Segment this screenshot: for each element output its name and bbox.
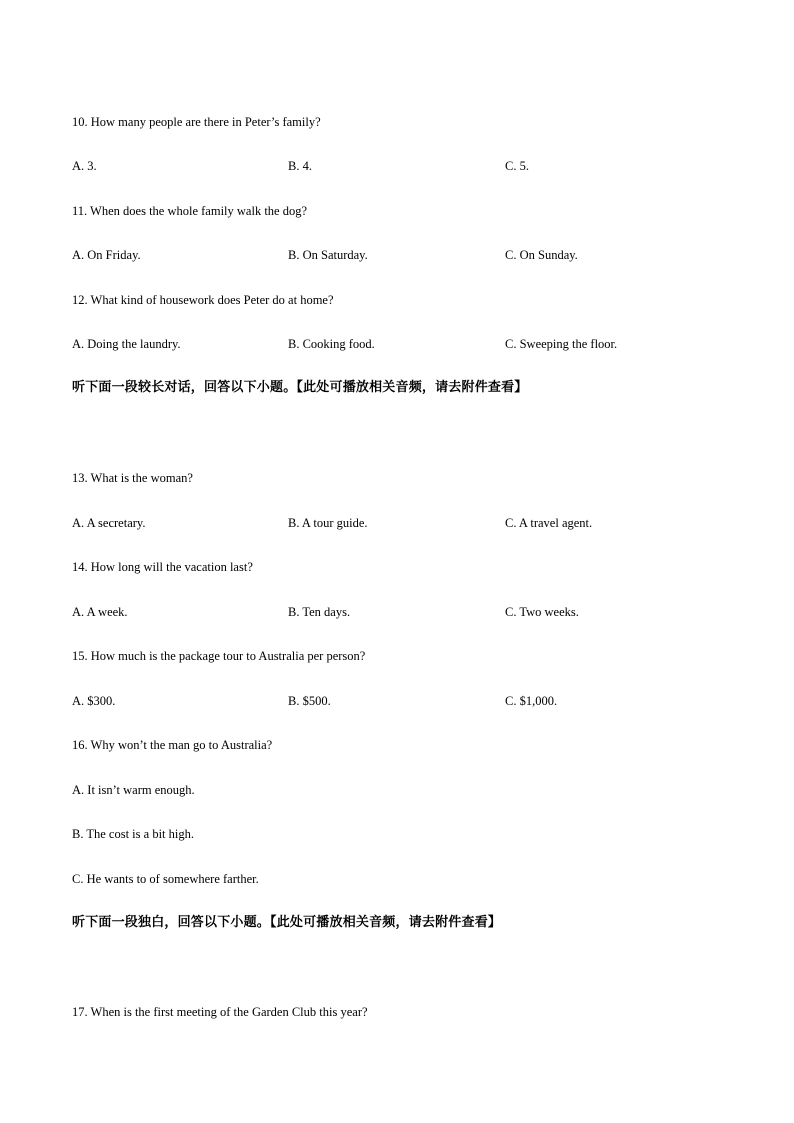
question-stem: 10. How many people are there in Peter’s family?: [72, 115, 321, 129]
option-b: B. A tour guide.: [288, 516, 368, 530]
option-a: A. A week.: [72, 605, 128, 619]
option-b: B. 4.: [288, 159, 312, 173]
option-a: A. On Friday.: [72, 248, 141, 262]
question-stem: 17. When is the first meeting of the Garden Club this year?: [72, 1005, 368, 1019]
listening-instruction: 听下面一段较长对话，回答以下小题。【此处可播放相关音频，请去附件查看】: [72, 380, 528, 395]
option-b: B. Ten days.: [288, 605, 351, 619]
option-b: B. Cooking food.: [288, 337, 375, 351]
question-stem: 11. When does the whole family walk the dog?: [72, 204, 308, 218]
option-c: C. Sweeping the floor.: [505, 337, 618, 351]
question-stem: 14. How long will the vacation last?: [72, 560, 253, 574]
option-c: C. Two weeks.: [505, 605, 579, 619]
option-a: A. $300.: [72, 694, 116, 708]
question-stem: 16. Why won’t the man go to Australia?: [72, 738, 273, 752]
option-c: C. He wants to of somewhere farther.: [72, 872, 259, 886]
listening-instruction: 听下面一段独白，回答以下小题。【此处可播放相关音频，请去附件查看】: [72, 915, 502, 930]
option-a: A. 3.: [72, 159, 97, 173]
option-a: A. Doing the laundry.: [72, 337, 181, 351]
option-c: C. A travel agent.: [505, 516, 593, 530]
option-b: B. The cost is a bit high.: [72, 827, 194, 841]
question-stem: 13. What is the woman?: [72, 471, 193, 485]
question-stem: 15. How much is the package tour to Australia per person?: [72, 649, 366, 663]
option-c: C. On Sunday.: [505, 248, 578, 262]
question-stem: 12. What kind of housework does Peter do at home?: [72, 293, 334, 307]
option-a: A. A secretary.: [72, 516, 146, 530]
option-c: C. $1,000.: [505, 694, 558, 708]
option-c: C. 5.: [505, 159, 529, 173]
option-b: B. On Saturday.: [288, 248, 368, 262]
option-a: A. It isn’t warm enough.: [72, 783, 195, 797]
option-b: B. $500.: [288, 694, 331, 708]
